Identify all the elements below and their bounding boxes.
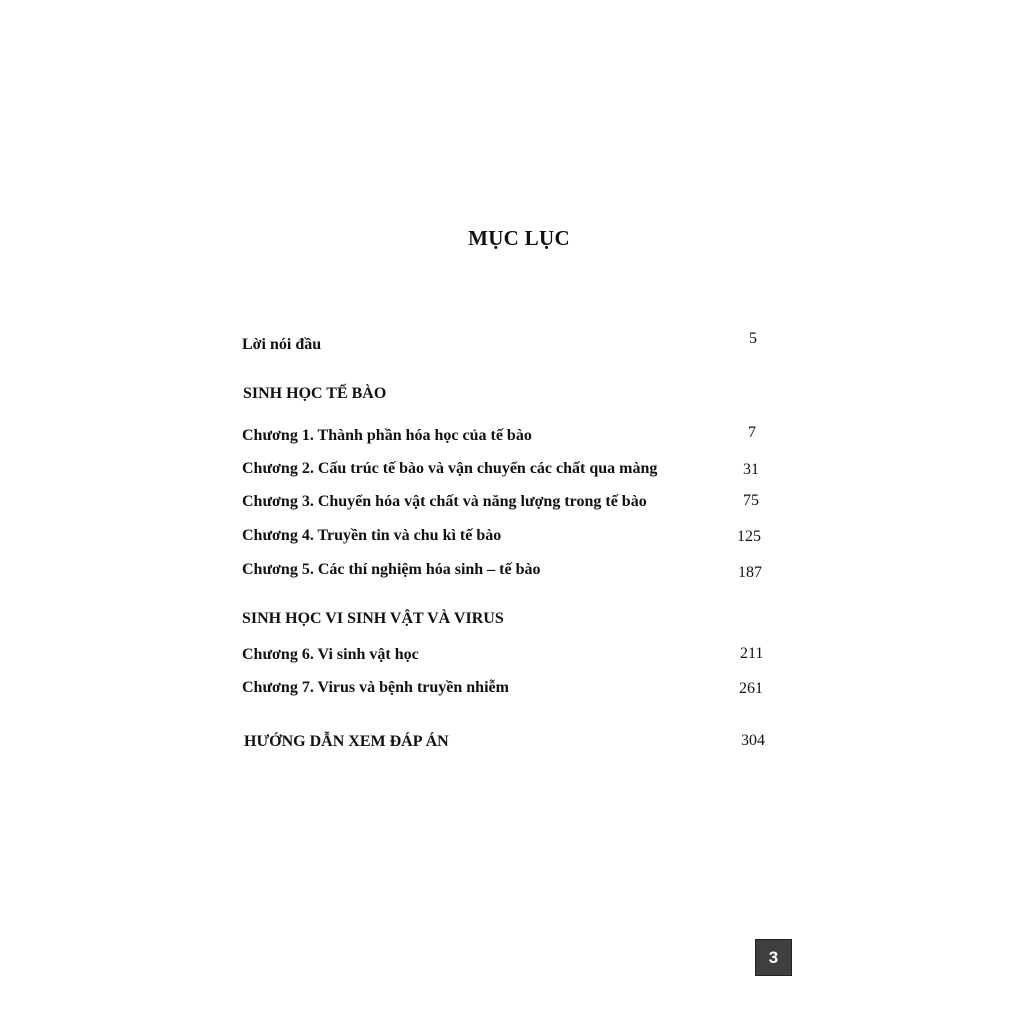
- page-number: 3: [768, 947, 779, 967]
- toc-entry-chapter-5: Chương 5. Các thí nghiệm hóa sinh – tế bào: [242, 561, 541, 578]
- toc-page-number: 304: [741, 732, 765, 749]
- toc-section-heading: SINH HỌC VI SINH VẬT VÀ VIRUS: [242, 610, 504, 627]
- toc-entry-chapter-3: Chương 3. Chuyển hóa vật chất và năng lượng trong tế bào: [242, 493, 647, 510]
- toc-page-number: 187: [738, 564, 762, 581]
- toc-page-number: 7: [748, 424, 756, 441]
- page-number-badge: [755, 939, 792, 976]
- toc-page-number: 261: [739, 680, 763, 697]
- toc-entry-preface: Lời nói đầu: [242, 336, 322, 353]
- toc-entry-chapter-6: Chương 6. Vi sinh vật học: [242, 646, 419, 663]
- toc-entry-chapter-2: Chương 2. Cấu trúc tế bào và vận chuyển các chất qua màng: [242, 460, 658, 477]
- toc-page-number: 5: [749, 330, 757, 347]
- toc-page-number: 125: [737, 528, 761, 545]
- toc-page-number: 75: [743, 492, 759, 509]
- toc-page-number: 211: [740, 645, 764, 662]
- toc-page-number: 31: [743, 461, 759, 478]
- toc-entry-chapter-4: Chương 4. Truyền tin và chu kì tế bào: [242, 527, 502, 544]
- toc-entry-chapter-1: Chương 1. Thành phần hóa học của tế bào: [242, 427, 532, 444]
- toc-section-heading: SINH HỌC TẾ BÀO: [243, 385, 387, 402]
- toc-entry-chapter-7: Chương 7. Virus và bệnh truyền nhiễm: [242, 679, 509, 696]
- page-title: MỤC LỤC: [468, 226, 570, 250]
- toc-entry-answer-guide: HƯỚNG DẪN XEM ĐÁP ÁN: [244, 733, 449, 750]
